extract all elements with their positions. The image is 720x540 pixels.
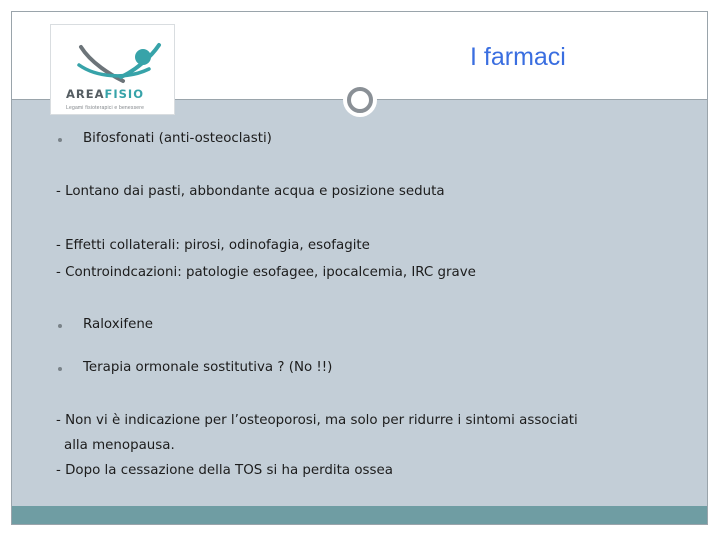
- text-line: - Effetti collaterali: pirosi, odinofagia, esofagite: [56, 238, 370, 253]
- bullet-dot-icon: [58, 324, 62, 328]
- bullet-item: Raloxifene: [83, 317, 154, 332]
- text-line: - Lontano dai pasti, abbondante acqua e posizione seduta: [56, 184, 445, 199]
- logo-wordmark: AREAFISIO: [66, 87, 144, 101]
- bullet-dot-icon: [58, 138, 62, 142]
- slide-content: [12, 12, 707, 524]
- slide: [11, 11, 708, 525]
- text-line: - Dopo la cessazione della TOS si ha perdita ossea: [56, 463, 393, 478]
- bullet-item: Terapia ormonale sostitutiva ? (No !!): [83, 360, 333, 375]
- logo-tagline: Legami fisioterapici e benessere: [66, 105, 145, 111]
- text-line: - Controindcazioni: patologie esofagee, ipocalcemia, IRC grave: [56, 265, 476, 280]
- slide-title: I farmaci: [470, 43, 566, 71]
- text-line: alla menopausa.: [64, 438, 175, 453]
- bullet-item: Bifosfonati (anti-osteoclasti): [83, 131, 272, 146]
- bullet-dot-icon: [58, 367, 62, 371]
- text-line: - Non vi è indicazione per l’osteoporosi, ma solo per ridurre i sintomi associati: [56, 413, 578, 428]
